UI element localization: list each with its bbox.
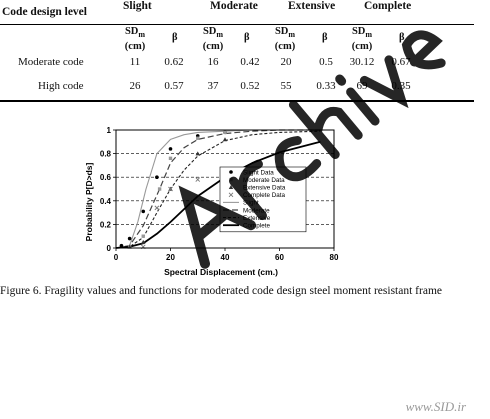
point-slight-data	[128, 237, 132, 241]
table-cell: 0.52	[240, 80, 260, 92]
subheader-beta-extensive: β	[322, 32, 328, 43]
subheader-beta-slight: β	[172, 32, 178, 43]
x-tick-label: 80	[329, 253, 339, 262]
point-complete-data	[155, 206, 159, 210]
legend-label-slight: Slight	[243, 199, 259, 207]
y-tick-label: 0.8	[99, 149, 111, 159]
group-extensive: Extensive	[288, 0, 336, 12]
point-moderate-data	[223, 131, 226, 134]
group-slight: Slight	[123, 0, 152, 12]
point-slight-data	[155, 175, 159, 179]
point-moderate-data	[169, 157, 172, 160]
x-axis-label: Spectral Displacement (cm.)	[164, 267, 278, 277]
subheader-sd-complete: $SD_m$ (cm)	[351, 26, 373, 53]
y-tick-label: 0.6	[99, 173, 111, 183]
point-moderate-data	[142, 235, 145, 238]
legend-label-moderate-data: Moderate Data	[243, 176, 285, 184]
table-cell: 0.5	[319, 56, 333, 68]
row-label-high-code: High code	[38, 80, 84, 92]
y-tick-label: 0	[106, 244, 111, 253]
watermark-url: www.SID.ir	[405, 399, 466, 414]
x-tick-label: 20	[166, 253, 175, 262]
subheader-beta-moderate: β	[244, 32, 250, 43]
legend-label-slight-data: Slight Data	[243, 169, 274, 177]
table-cell: 26	[129, 80, 141, 92]
table-cell: 37	[207, 80, 219, 92]
legend-label-complete: Complete	[243, 222, 270, 230]
x-tick-label: 0	[113, 253, 119, 262]
subheader-sd-moderate: $SD_m$ (cm)	[202, 26, 224, 53]
y-tick-label: 0.4	[99, 196, 111, 206]
figure-caption: Figure 6. Fragility values and functions for moderated code design steel moment resistant frame	[0, 285, 442, 297]
table-cell: 11	[129, 56, 141, 68]
table-cell: 0.62	[164, 56, 184, 68]
table-cell: 0.33	[316, 80, 336, 92]
table-cell: 0.35	[391, 80, 411, 92]
row-label-moderate-code: Moderate code	[18, 56, 84, 68]
table-cell: 16	[207, 56, 219, 68]
point-slight-data	[169, 147, 173, 151]
group-moderate: Moderate	[210, 0, 258, 12]
table-cell: 55	[280, 80, 292, 92]
x-tick-label: 60	[275, 253, 284, 262]
legend-label-extensive-data: Extensive Data	[243, 184, 286, 192]
y-tick-label: 1	[106, 126, 111, 135]
subheader-beta-complete: β	[399, 32, 405, 43]
point-moderate-data	[196, 137, 199, 140]
table-cell: 69	[356, 80, 368, 92]
table-cell: 20	[280, 56, 292, 68]
subheader-sd-slight: $SD_m$ (cm)	[124, 26, 146, 53]
legend-label-complete-data: Complete Data	[243, 192, 285, 200]
subheader-sd-extensive: $SD_m$ (cm)	[274, 26, 296, 53]
legend-label-moderate: Moderate	[243, 207, 270, 215]
group-complete: Complete	[364, 0, 412, 12]
y-axis-label: Probability P[D>ds]	[84, 162, 94, 242]
legend-label-extensive: Extensive	[243, 214, 271, 222]
table-cell: 30.12	[349, 56, 375, 68]
table-cell: 0.57	[164, 80, 184, 92]
table-cell: 0.42	[240, 56, 260, 68]
table-cell: 0.67	[391, 56, 411, 68]
point-slight-data	[120, 244, 124, 248]
row-header: Code design level	[2, 6, 87, 18]
x-tick-label: 40	[220, 253, 230, 262]
point-slight-data	[141, 210, 145, 214]
point-moderate-data	[158, 187, 161, 190]
y-tick-label: 0.2	[99, 220, 111, 230]
point-extensive-data	[223, 137, 227, 141]
